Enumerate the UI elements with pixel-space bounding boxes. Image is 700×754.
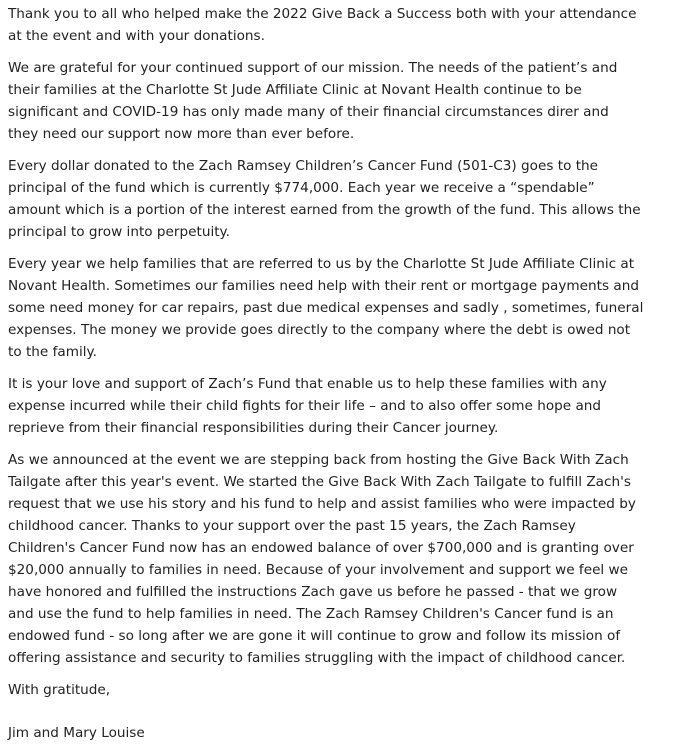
- paragraph-family-help: Every year we help families that are referred to us by the Charlotte St Jude Affiliate Clinic at Novant Health. Sometimes our families need help with their rent or mortgage payments and some need money for car repairs, past due medical expenses and sadly , sometimes, funeral expenses. The money we provide goes directly to the company where the debt is owed not to the family.: [8, 256, 644, 360]
- paragraph-fund-principal: Every dollar donated to the Zach Ramsey Children’s Cancer Fund (501-C3) goes to the principal of the fund which is currently $774,000. Each year we receive a “spendable” amount which is a portion of the interest earned from the growth of the fund. This allows the principal to grow into perpetuity.: [8, 158, 641, 240]
- paragraph-announcement: As we announced at the event we are stepping back from hosting the Give Back With Zach Tailgate after this year's event. We started the Give Back With Zach Tailgate to fulfill Zach's request that we use his story and his fund to help and assist families who were impacted by childhood cancer. Thanks to your support over the past 15 years, the Zach Ramsey Children's Cancer Fund now has an endowed balance of over $700,000 and is granting over $20,000 annually to families in need. Because of your involvement and support we feel we have honored and fulfilled the instructions Zach gave us before he passed - that we grow and use the fund to help families in need. The Zach Ramsey Children's Cancer fund is an endowed fund - so long after we are gone it will continue to grow and follow its mission of offering assistance and security to families struggling with the impact of childhood cancer.: [8, 452, 636, 666]
- paragraph-mission: We are grateful for your continued support of our mission. The needs of the patient’s and their families at the Charlotte St Jude Affiliate Clinic at Novant Health continue to be significant and COVID-19 has only made many of their financial circumstances direr and they need our support now more than ever before.: [8, 60, 618, 142]
- paragraph-love-support: It is your love and support of Zach’s Fund that enable us to help these families with any expense incurred while their child fights for their life – and to also offer some hope and reprieve from their financial responsibilities during their Cancer journey.: [8, 376, 607, 436]
- letter-body: [8, 3, 692, 754]
- signature: Jim and Mary Louise: [8, 725, 145, 741]
- paragraph-thanks: Thank you to all who helped make the 2022 Give Back a Success both with your attendance at the event and with your donations.: [8, 6, 637, 44]
- closing-line: With gratitude,: [8, 682, 111, 698]
